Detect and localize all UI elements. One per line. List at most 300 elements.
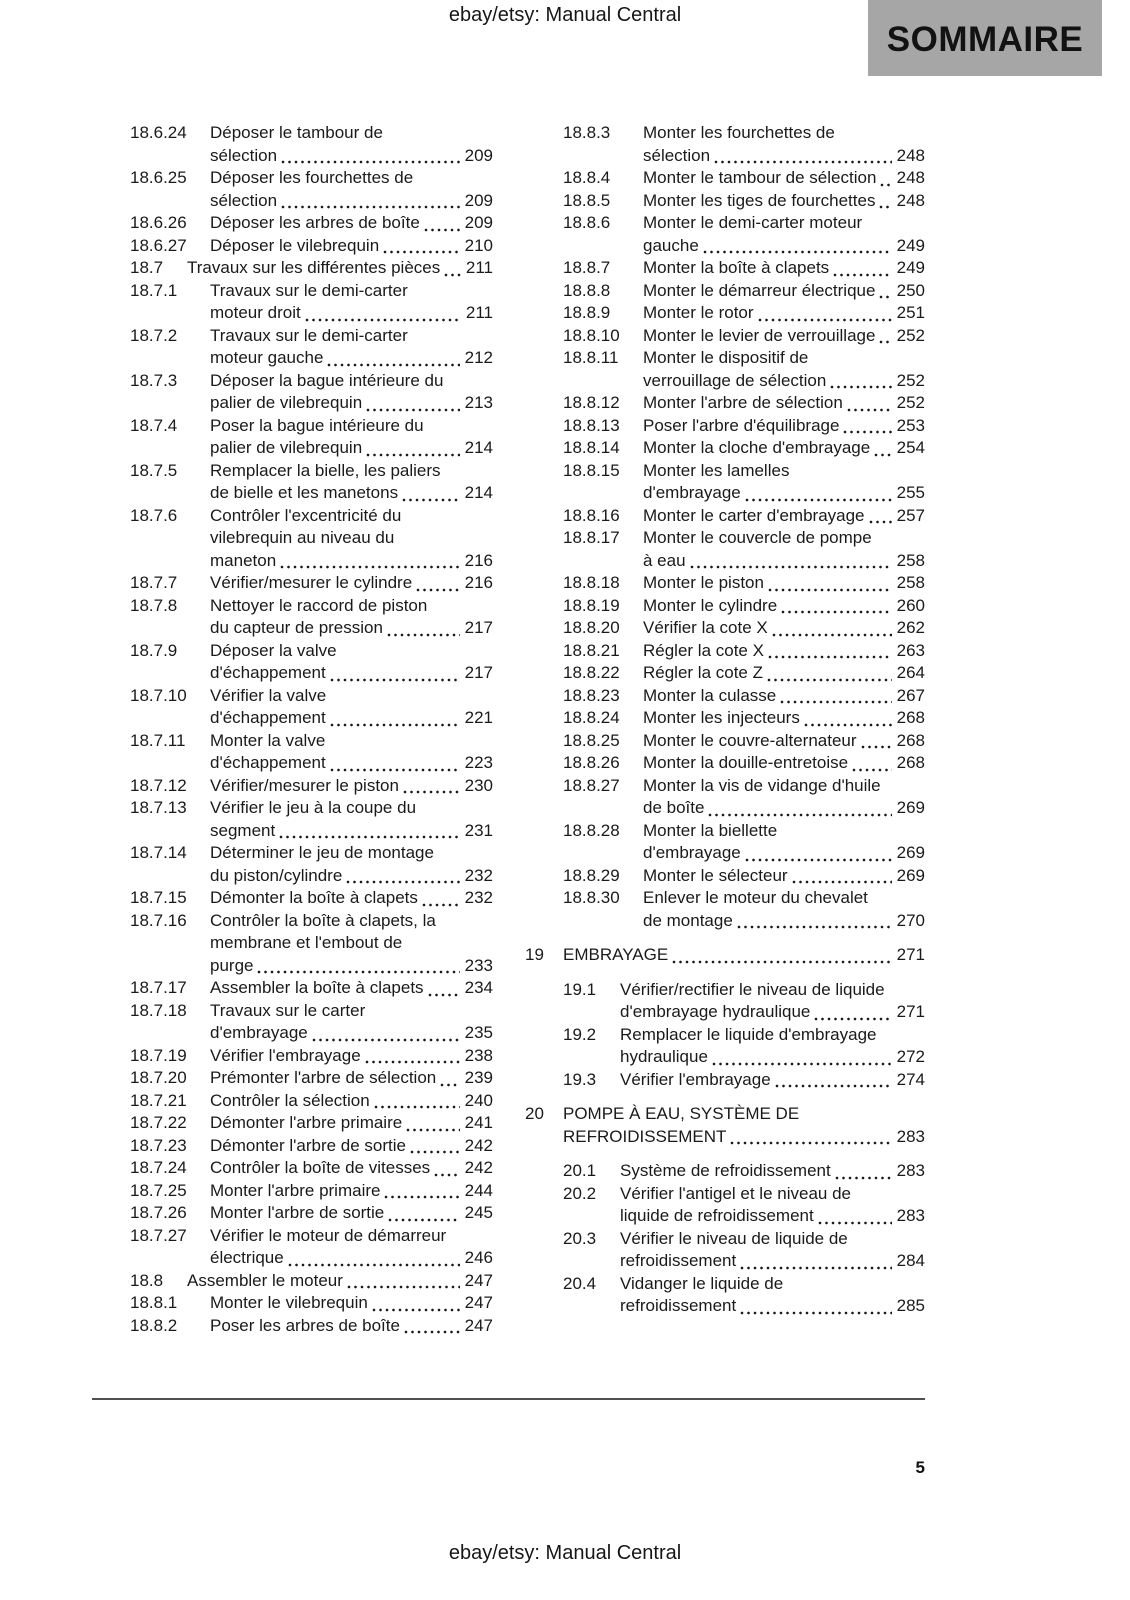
toc-entry <box>525 347 925 392</box>
toc-entry-title-line: Travaux sur le demi-carter <box>210 280 408 300</box>
toc-entry-title-line: Vidanger le liquide de <box>620 1273 784 1293</box>
toc-entry-number: 18.7.9 <box>130 640 178 660</box>
toc-entry-number: 18.7.25 <box>130 1180 187 1200</box>
toc-entry <box>92 910 493 978</box>
toc-entry-title-line: Vérifier le niveau de liquide de <box>620 1228 848 1248</box>
toc-entry-number: 18.8.21 <box>563 640 620 660</box>
toc-entry-title-line <box>620 1160 925 1183</box>
dot-leader <box>703 250 892 254</box>
toc-entry-number: 18.8.19 <box>563 595 620 615</box>
toc-entry-title-line <box>210 1292 493 1315</box>
toc-entry-page: 274 <box>896 1069 925 1089</box>
toc-entry-page: 249 <box>896 235 925 255</box>
toc-entry-number: 18.8.20 <box>563 618 620 637</box>
toc-entry-number: 18.7.26 <box>130 1203 187 1222</box>
toc-entry-title: Monter le carter d'embrayage <box>643 505 865 525</box>
toc-entry-number: 18.6.24 <box>130 123 187 142</box>
toc-entry-number: 18.7.27 <box>130 1225 187 1245</box>
toc-entry-title: Vérifier l'embrayage <box>620 1069 771 1089</box>
dot-leader <box>281 160 460 164</box>
toc-entry-page: 217 <box>464 663 493 682</box>
toc-entry <box>92 640 493 685</box>
dot-leader <box>372 1308 460 1312</box>
toc-entry-page: 239 <box>464 1068 493 1087</box>
toc-entry-number: 18.7.11 <box>130 730 186 750</box>
toc-entry-page: 234 <box>464 978 493 997</box>
toc-entry-page: 209 <box>464 213 493 232</box>
toc-entry <box>525 752 925 775</box>
toc-entry-title: Contrôler la sélection <box>210 1090 370 1110</box>
dot-leader <box>330 768 460 772</box>
toc-entry-title-line <box>643 257 925 280</box>
toc-entry-title: Monter le sélecteur <box>643 865 788 885</box>
dot-leader <box>861 745 892 749</box>
toc-entry <box>92 325 493 370</box>
toc-entry-number: 18.7.16 <box>130 910 187 930</box>
toc-entry <box>525 1024 925 1069</box>
toc-entry <box>525 775 925 820</box>
toc-entry <box>92 235 493 258</box>
toc-entry-page: 252 <box>896 370 925 390</box>
toc-entry-number: 18.8.13 <box>563 415 620 435</box>
dot-leader <box>745 498 892 502</box>
toc-entry-number: 18.8.27 <box>563 775 620 795</box>
toc-entry-number: 20.3 <box>563 1228 597 1248</box>
toc-entry-title-line: Vérifier le moteur de démarreur <box>210 1225 447 1245</box>
dot-leader <box>416 588 459 592</box>
toc-entry-page: 216 <box>464 573 493 592</box>
dot-leader <box>879 340 891 344</box>
dot-leader <box>869 520 892 524</box>
dot-leader <box>330 678 460 682</box>
toc-entry-title-line <box>643 167 925 190</box>
dot-leader <box>730 1141 891 1145</box>
toc-entry-number: 18.6.27 <box>130 235 187 255</box>
toc-entry-page: 245 <box>464 1203 493 1222</box>
toc-entry-number: 18.7.24 <box>130 1158 187 1177</box>
toc-entry-title-line <box>643 752 925 775</box>
toc-entry-number: 18.7.19 <box>130 1045 187 1065</box>
toc-entry-page: 269 <box>896 865 925 885</box>
toc-entry-title-line <box>643 550 925 573</box>
toc-entry-title-line <box>210 145 493 168</box>
toc-entry <box>525 595 925 618</box>
toc-entry-number: 18.8.28 <box>563 820 620 840</box>
toc-entry-title: Régler la cote Z <box>643 663 763 682</box>
toc-entry <box>92 977 493 1000</box>
dot-leader <box>440 1083 459 1087</box>
toc-entry-title-line: Déposer les fourchettes de <box>210 168 414 187</box>
dot-leader <box>740 1311 891 1315</box>
toc-entry-page: 231 <box>464 820 493 840</box>
dot-leader <box>879 205 891 209</box>
toc-entry <box>92 1180 493 1203</box>
dot-leader <box>387 633 460 637</box>
toc-entry-page: 217 <box>464 618 493 637</box>
toc-entry-title-line: Enlever le moteur du chevalet <box>643 888 868 907</box>
toc-entry-title: sélection <box>210 190 278 210</box>
sommaire-tab <box>868 0 1102 76</box>
toc-entry-page: 255 <box>896 483 925 502</box>
toc-entry-page: 216 <box>464 550 493 570</box>
toc-entry-title-line <box>210 955 493 978</box>
toc-entry-page: 213 <box>464 393 493 412</box>
toc-entry-number: 18.7.4 <box>130 415 178 435</box>
toc-entry-page: 247 <box>464 1293 493 1312</box>
toc-entry-title-line: membrane et l'embout de <box>210 933 403 952</box>
toc-entry-number: 18.7.6 <box>130 505 178 525</box>
toc-entry-title-line <box>643 190 925 213</box>
dot-leader <box>804 723 892 727</box>
toc-entry-title-line <box>620 1250 925 1273</box>
toc-entry <box>525 707 925 730</box>
toc-entry <box>92 595 493 640</box>
toc-entry <box>92 1202 493 1225</box>
toc-entry <box>525 865 925 888</box>
toc-entry-page: 214 <box>464 483 493 502</box>
dot-leader <box>365 1060 460 1064</box>
toc-entry-number: 18.6.26 <box>130 213 187 232</box>
toc-entry-title: à eau <box>643 550 686 570</box>
toc-entry-title-line <box>643 662 925 685</box>
toc-column-left <box>92 122 493 1337</box>
toc-entry <box>92 1090 493 1113</box>
toc-entry-title: Monter la cloche d'embrayage <box>643 438 871 457</box>
toc-entry-number: 18.8.26 <box>563 753 620 772</box>
toc-entry-page: 240 <box>464 1090 493 1110</box>
toc-entry-page: 232 <box>464 888 493 907</box>
toc-entry-title: Monter la boîte à clapets <box>643 258 830 277</box>
toc-entry <box>525 685 925 708</box>
toc-entry-title-line <box>643 865 925 888</box>
toc-entry-title: Monter l'arbre de sélection <box>643 393 843 412</box>
dot-leader <box>406 1128 459 1132</box>
toc-entry-title-line <box>643 842 925 865</box>
toc-entry-title: Monter la culasse <box>643 685 777 705</box>
toc-entry <box>525 257 925 280</box>
toc-entry-title-line <box>643 685 925 708</box>
toc-entry-title: Monter le cylindre <box>643 595 778 615</box>
toc-entry <box>525 1069 925 1092</box>
toc-entry-title-line <box>210 302 493 325</box>
toc-entry-title-line <box>643 730 925 753</box>
toc-entry-number: 18.8.8 <box>563 280 611 300</box>
toc-entry-title-line: Vérifier la valve <box>210 685 327 705</box>
toc-entry-title-line: Monter les lamelles <box>643 460 790 480</box>
toc-entry-title: gauche <box>643 235 699 255</box>
toc-entry-title: de bielle et les manetons <box>210 483 399 502</box>
toc-entry-number: 18.7.1 <box>130 280 178 300</box>
toc-entry-title: Monter la douille-entretoise <box>643 753 849 772</box>
toc-entry-title-line <box>643 235 925 258</box>
toc-entry-title: Monter l'arbre de sortie <box>210 1203 385 1222</box>
toc-entry <box>525 1273 925 1318</box>
toc-entry-title-line <box>210 1112 493 1135</box>
toc-entry-number: 18.7.7 <box>130 573 178 592</box>
toc-entry <box>92 257 493 280</box>
toc-entry <box>525 944 925 967</box>
dot-leader <box>880 183 891 187</box>
toc-entry <box>92 572 493 595</box>
toc-entry <box>525 572 925 595</box>
toc-entry <box>525 617 925 640</box>
toc-entry-title: d'échappement <box>210 753 326 772</box>
toc-entry-title-line <box>210 617 493 640</box>
toc-entry-title-line <box>643 482 925 505</box>
toc-entry <box>525 325 925 348</box>
toc-entry-title: Monter les tiges de fourchettes <box>643 190 876 210</box>
toc-entry-number: 18.8.9 <box>563 303 611 322</box>
toc-entry-title-line <box>210 752 493 775</box>
dot-leader <box>422 903 460 907</box>
toc-entry-page: 242 <box>464 1135 493 1155</box>
toc-entry-title: Monter l'arbre primaire <box>210 1180 381 1200</box>
toc-entry-number: 18.8.22 <box>563 663 620 682</box>
toc-entry-number: 18.7.3 <box>130 370 178 390</box>
dot-leader <box>879 295 891 299</box>
dot-leader <box>758 318 892 322</box>
toc-entry <box>525 505 925 528</box>
toc-entry-title-line <box>643 302 925 325</box>
dot-leader <box>745 858 892 862</box>
toc-entry-number: 20.1 <box>563 1161 597 1180</box>
dot-leader <box>843 430 891 434</box>
toc-entry-page: 209 <box>464 190 493 210</box>
toc-entry <box>525 460 925 505</box>
toc-entry-title: Démonter l'arbre primaire <box>210 1113 403 1132</box>
toc-entry-title-line <box>210 865 493 888</box>
toc-entry-title-line: Travaux sur le demi-carter <box>210 325 408 345</box>
dot-leader <box>366 453 459 457</box>
toc-entry-title-line <box>187 1270 493 1293</box>
toc-entry-title: palier de vilebrequin <box>210 393 363 412</box>
toc-entry-page: 249 <box>896 258 925 277</box>
toc-entry-page: 283 <box>896 1126 925 1146</box>
toc-entry-number: 18.6.25 <box>130 168 187 187</box>
dot-leader <box>280 565 459 569</box>
toc-entry-page: 211 <box>465 258 493 277</box>
dot-leader <box>279 835 459 839</box>
footer-rule <box>92 1398 925 1400</box>
dot-leader <box>383 250 459 254</box>
toc-entry <box>92 1270 493 1293</box>
toc-entry-title-line: Nettoyer le raccord de piston <box>210 595 428 615</box>
dot-leader <box>305 318 461 322</box>
dot-leader <box>874 453 891 457</box>
dot-leader <box>768 588 892 592</box>
footer-document-title: ebay/etsy: Manual Central <box>448 1542 682 1564</box>
toc-entry-title-line <box>210 775 493 798</box>
dot-leader <box>444 273 461 277</box>
toc-entry <box>525 122 925 167</box>
toc-entry-title-line <box>210 1022 493 1045</box>
toc-entry-page: 223 <box>464 753 493 772</box>
toc-entry-title-line <box>210 1045 493 1068</box>
dot-leader <box>690 565 892 569</box>
toc-entry-number: 18.7 <box>130 258 164 277</box>
toc-entry-title: d'embrayage hydraulique <box>620 1002 811 1021</box>
toc-entry-title: Vérifier la cote X <box>643 618 768 637</box>
toc-entry-title-line: Déposer le tambour de <box>210 123 383 142</box>
toc-entry <box>92 1000 493 1045</box>
toc-entry <box>92 1045 493 1068</box>
toc-entry-page: 252 <box>896 393 925 412</box>
toc-entry-title-line <box>563 1126 925 1149</box>
page-number: 5 <box>915 1458 925 1477</box>
toc-entry <box>92 1315 493 1338</box>
toc-entry-title: Vérifier/mesurer le piston <box>210 775 399 795</box>
toc-entry-title: moteur droit <box>210 303 301 322</box>
dot-leader <box>312 1038 460 1042</box>
toc-entry-page: 211 <box>465 303 493 322</box>
toc-entry-title: purge <box>210 955 254 975</box>
toc-entry-number: 18.7.2 <box>130 325 178 345</box>
toc-entry-number: 18.7.17 <box>130 978 187 997</box>
toc-entry-title-line <box>643 437 925 460</box>
toc-entry <box>92 1112 493 1135</box>
dot-leader <box>388 1218 459 1222</box>
dot-leader <box>330 723 460 727</box>
dot-leader <box>347 1285 460 1289</box>
toc-entry-page: 212 <box>464 348 493 367</box>
toc-entry-title: Déposer les arbres de boîte <box>210 213 420 232</box>
toc-entry <box>525 662 925 685</box>
toc-entry-page: 238 <box>464 1045 493 1065</box>
toc-entry-page: 283 <box>896 1206 925 1225</box>
toc-entry-number: 18.8.17 <box>563 528 620 547</box>
dot-leader <box>257 970 459 974</box>
toc-entry-title: Travaux sur les différentes pièces <box>187 258 441 277</box>
dot-leader <box>740 1266 891 1270</box>
toc-entry-title: Assembler le moteur <box>187 1270 343 1290</box>
toc-entry-title: REFROIDISSEMENT <box>563 1126 727 1146</box>
toc-entry-page: 248 <box>896 190 925 210</box>
toc-entry-title: Système de refroidissement <box>620 1161 831 1180</box>
toc-entry-page: 262 <box>896 618 925 637</box>
toc-entry-page: 210 <box>464 235 493 255</box>
toc-entry-title-line <box>210 1090 493 1113</box>
toc-entry-page: 263 <box>896 640 925 660</box>
dot-leader <box>767 678 892 682</box>
toc-entry-page: 252 <box>896 325 925 345</box>
toc-entry-page: 254 <box>896 438 925 457</box>
toc-entry-title-line <box>643 392 925 415</box>
toc-entry-number: 18.8.18 <box>563 573 620 592</box>
toc-entry-page: 214 <box>464 438 493 457</box>
toc-entry-title-line <box>643 415 925 438</box>
toc-entry <box>92 1225 493 1270</box>
dot-leader <box>672 960 891 964</box>
dot-leader <box>327 363 459 367</box>
toc-entry-page: 258 <box>896 573 925 592</box>
toc-entry <box>92 685 493 730</box>
dot-leader <box>714 160 892 164</box>
toc-entry <box>92 730 493 775</box>
toc-entry-title-line <box>210 662 493 685</box>
toc-entry-number: 18.7.5 <box>130 460 178 480</box>
toc-entry-title-line <box>210 572 493 595</box>
toc-entry-page: 268 <box>896 753 925 772</box>
toc-entry-title: sélection <box>210 145 278 165</box>
toc-entry-title-line <box>210 392 493 415</box>
toc-entry-page: 230 <box>464 775 493 795</box>
toc-entry-title: Contrôler la boîte de vitesses <box>210 1158 431 1177</box>
toc-entry-page: 271 <box>896 1002 925 1021</box>
toc-entry-title-line: Monter la biellette <box>643 820 778 840</box>
toc-entry-number: 20.4 <box>563 1273 597 1293</box>
dot-leader <box>712 1062 892 1066</box>
toc-entry-title: Démonter l'arbre de sortie <box>210 1135 406 1155</box>
toc-entry <box>92 775 493 798</box>
dot-leader <box>835 1176 892 1180</box>
toc-entry-page: 271 <box>896 945 925 964</box>
toc-entry <box>92 370 493 415</box>
header-document-title: ebay/etsy: Manual Central <box>448 4 682 26</box>
toc-entry-number: 18.8.2 <box>130 1315 178 1335</box>
toc-entry-title-line <box>643 145 925 168</box>
toc-column-right <box>525 122 925 1318</box>
toc-entry-page: 241 <box>464 1113 493 1132</box>
toc-entry-number: 19.2 <box>563 1024 597 1044</box>
sommaire-tab-label: SOMMAIRE <box>886 20 1084 59</box>
toc-entry-page: 248 <box>896 168 925 187</box>
toc-entry-page: 232 <box>464 865 493 885</box>
toc-entry-page: 270 <box>896 910 925 930</box>
toc-entry-page: 247 <box>464 1315 493 1335</box>
toc-entry-page: 242 <box>464 1158 493 1177</box>
toc-entry-title-line <box>210 235 493 258</box>
toc-entry-page: 244 <box>464 1180 493 1200</box>
toc-entry <box>92 167 493 212</box>
toc-entry-number: 18.7.15 <box>130 888 187 907</box>
toc-entry-title: Poser l'arbre d'équilibrage <box>643 415 840 435</box>
dot-leader <box>434 1173 459 1177</box>
toc-entry-title: Assembler la boîte à clapets <box>210 978 424 997</box>
toc-entry-page: 251 <box>896 303 925 322</box>
dot-leader <box>768 655 892 659</box>
toc-entry-title: d'embrayage <box>643 843 741 862</box>
toc-entry-title: verrouillage de sélection <box>643 370 827 390</box>
toc-entry-title-line <box>210 550 493 573</box>
toc-entry-page: 250 <box>896 280 925 300</box>
toc-entry-page: 284 <box>896 1251 925 1270</box>
toc-entry-title-line <box>643 370 925 393</box>
toc-entry-title: d'embrayage <box>643 483 741 502</box>
dot-leader <box>830 385 891 389</box>
toc-entry-title-line: Contrôler l'excentricité du <box>210 505 402 525</box>
toc-entry-number: 18.7.18 <box>130 1000 187 1020</box>
toc-entry <box>525 1183 925 1228</box>
toc-entry-title-line <box>643 505 925 528</box>
toc-entry-title-line <box>210 1067 493 1090</box>
toc-entry-page: 247 <box>464 1270 493 1290</box>
dot-leader <box>281 205 460 209</box>
toc-entry-number: 18.8.29 <box>563 865 620 885</box>
toc-entry-page: 258 <box>896 550 925 570</box>
toc-entry-title-line: Vérifier l'antigel et le niveau de <box>620 1183 851 1203</box>
dot-leader <box>775 1084 892 1088</box>
toc-entry-number: 18.8.14 <box>563 438 620 457</box>
toc-entry <box>525 437 925 460</box>
toc-entry-number: 18.8.5 <box>563 190 611 210</box>
toc-entry-title-line <box>210 887 493 910</box>
toc-entry <box>525 190 925 213</box>
toc-entry-title: Déposer le vilebrequin <box>210 235 380 255</box>
toc-entry-title-line <box>643 707 925 730</box>
toc-entry-title-line: Déposer la valve <box>210 640 337 660</box>
toc-entry-page: 246 <box>464 1248 493 1267</box>
toc-entry-title-line <box>210 347 493 370</box>
